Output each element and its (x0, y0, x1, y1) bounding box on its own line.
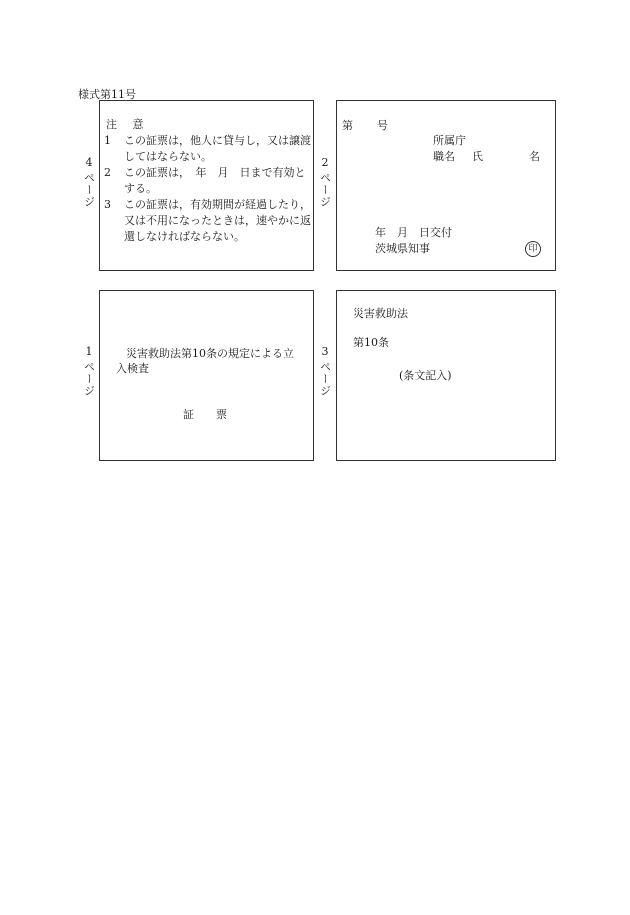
note-text: この証票は，有効期間が経過したり，又は不用になったときは，速やかに返還しなければならない。 (124, 198, 311, 243)
page1-side-label (78, 345, 100, 397)
issue-date: 年 月 日交付 (375, 226, 452, 239)
page3-number: 3 (321, 345, 329, 358)
page3-side-label (314, 345, 336, 397)
page4-number: 4 (85, 156, 93, 169)
seal-icon: 印 (525, 241, 541, 257)
note-number: 2 (104, 166, 111, 179)
page2-panel (336, 100, 556, 271)
number-suffix: 号 (377, 119, 388, 132)
number-prefix: 第 (342, 119, 353, 132)
article-text: (条文記入) (399, 369, 452, 382)
page4-label: ページ (82, 172, 96, 208)
title-label: 職名 (433, 150, 455, 163)
name-label-1: 氏 (472, 150, 483, 163)
page1-label: ページ (82, 361, 96, 397)
page1-panel (99, 290, 314, 461)
page3-label: ページ (318, 361, 332, 397)
law-name: 災害救助法 (353, 307, 408, 320)
note-text: この証票は，他人に貸与し，又は譲渡してはならない。 (124, 134, 311, 163)
page3-panel (336, 290, 556, 461)
page4-side-label (78, 156, 100, 208)
heading-line2: 入検査 (116, 362, 149, 375)
page2-side-label (314, 156, 336, 208)
note-item (104, 197, 312, 245)
page2-number: 2 (321, 156, 329, 169)
note-item (104, 133, 312, 165)
heading-line1: 災害救助法第10条の規定による立 (126, 347, 294, 360)
form-number: 様式第11号 (78, 88, 136, 101)
issuer: 茨城県知事 (375, 242, 430, 255)
page2-label: ページ (318, 172, 332, 208)
certificate-label: 証 票 (183, 408, 227, 421)
notes (104, 117, 312, 245)
note-number: 3 (104, 198, 111, 211)
affiliation-label: 所属庁 (433, 134, 466, 147)
note-item (104, 165, 312, 197)
name-label-2: 名 (529, 150, 540, 163)
page1-number: 1 (85, 345, 93, 358)
note-number: 1 (104, 134, 111, 147)
page4-panel (99, 100, 314, 271)
article-number: 第10条 (353, 336, 389, 349)
note-text: この証票は， 年 月 日まで有効とする。 (124, 166, 306, 195)
notes-title: 注 意 (106, 118, 150, 131)
